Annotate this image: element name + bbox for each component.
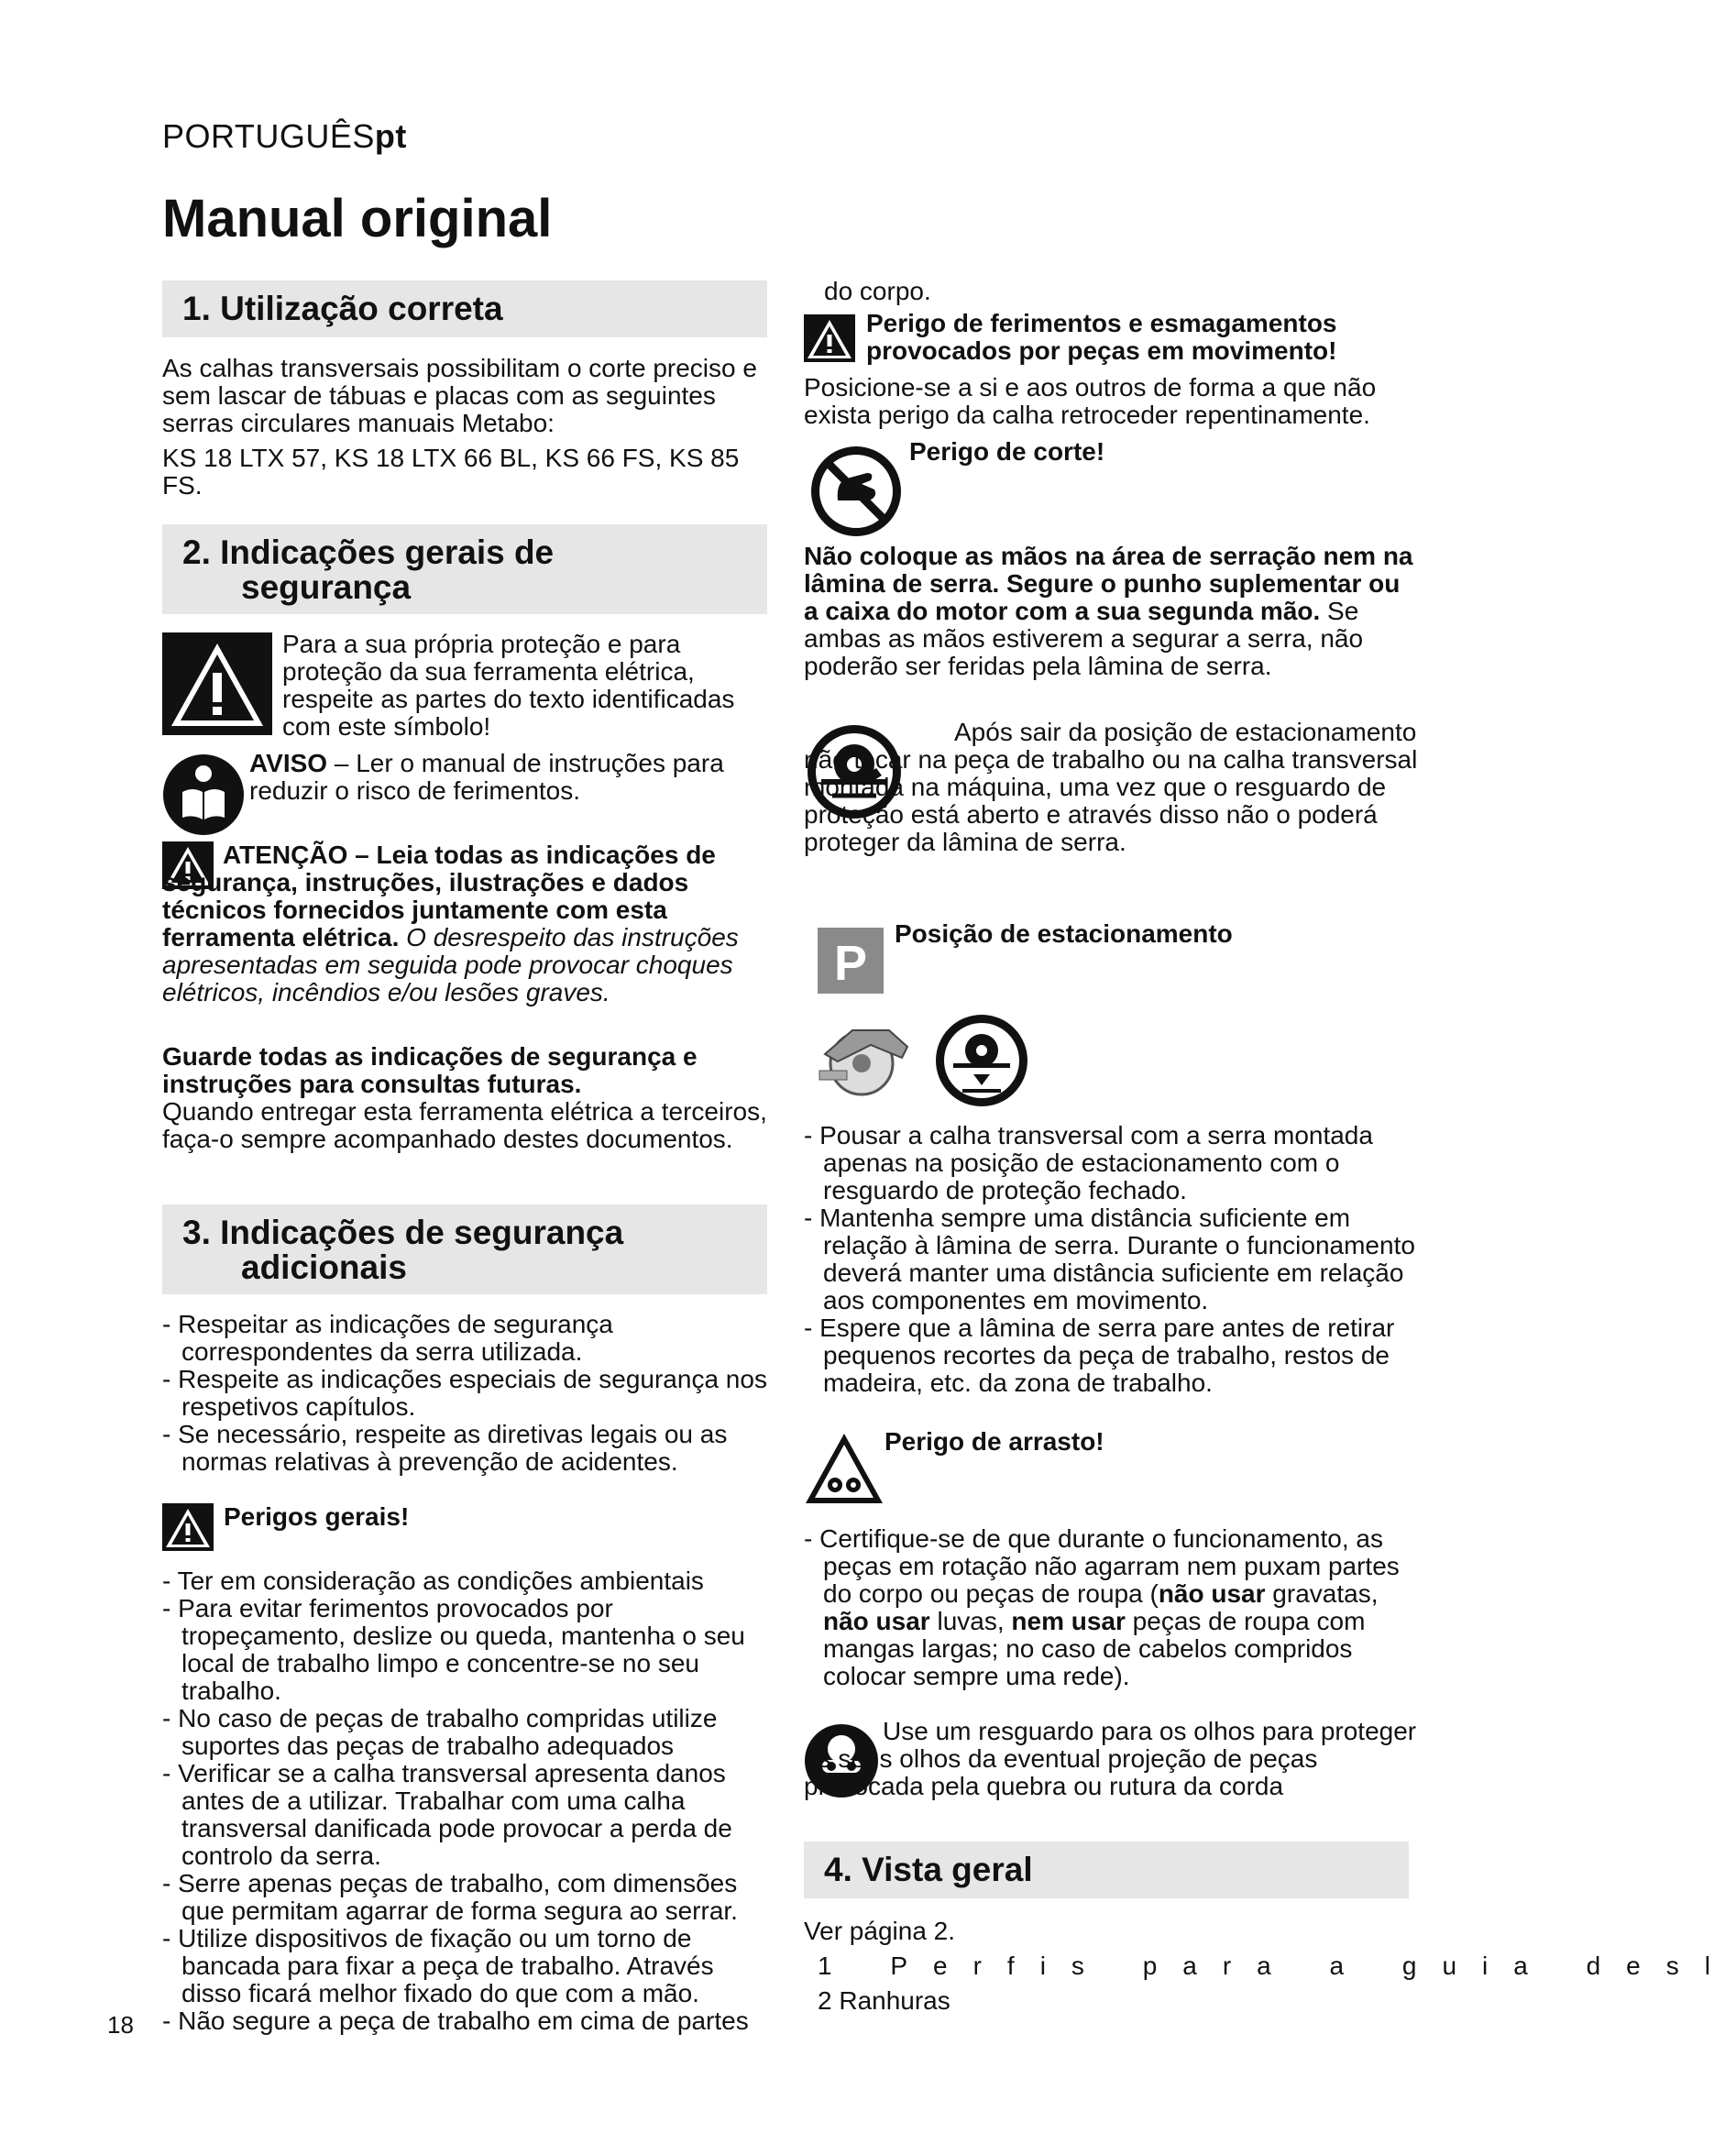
usage-paragraph: As calhas transversais possibilitam o corte preciso e sem lascar de tábuas e placas com as seguintes serras circulares manuais Metabo: bbox=[162, 354, 757, 437]
warning-triangle-icon bbox=[162, 632, 272, 735]
list-item: - Ter em consideração as condições ambientais bbox=[162, 1567, 775, 1595]
section-2-heading: 2. Indicações gerais de segurança bbox=[162, 524, 767, 614]
list-item: - Verificar se a calha transversal apresenta danos antes de a utilizar. Trabalhar com uma calha transversal danificada pode provocar a perda de controlo da serra. bbox=[162, 1760, 775, 1870]
warning-symbol-text: Para a sua própria proteção e para proteção da sua ferramenta elétrica, respeite as partes do texto identificadas com este símbolo! bbox=[282, 630, 735, 741]
list-item: - Certifique-se de que durante o funcionamento, as peças em rotação não agarram nem puxam partes do corpo ou peças de roupa (não usar gravatas, não usar luvas, nem usar peças de roupa com mangas largas; no caso de cabelos compridos colocar sempre uma rede). bbox=[804, 1525, 1420, 1690]
guarde-paragraph: Guarde todas as indicações de segurança e instruções para consultas futuras. Quando entregar esta ferramenta elétrica a terceiros, faça-o sempre acompanhado destes documentos. bbox=[162, 1042, 767, 1153]
language-label: PORTUGUÊSpt bbox=[162, 117, 407, 155]
general-dangers-list bbox=[162, 1567, 775, 2035]
list-item: - Não segure a peça de trabalho em cima de partes bbox=[162, 2007, 775, 2035]
section-3-heading: 3. Indicações de segurança adicionais bbox=[162, 1204, 767, 1294]
crushing-danger-text: Posicione-se a si e aos outros de forma a que não exista perigo da calha retroceder repentinamente. bbox=[804, 373, 1377, 429]
overview-item-1: 1 Perfis para a guia desl bbox=[818, 1952, 1736, 1980]
continued-text: do corpo. bbox=[824, 277, 931, 305]
see-page-text: Ver página 2. bbox=[804, 1917, 956, 1945]
parking-list bbox=[804, 1122, 1420, 1397]
entanglement-warning-icon bbox=[804, 1432, 884, 1505]
entanglement-list bbox=[804, 1525, 1420, 1690]
list-item: - Para evitar ferimentos provocados por tropeçamento, deslize ou queda, mantenha o seu local de trabalho limpo e concentre-se no seu trabalho. bbox=[162, 1595, 775, 1705]
section-1-heading: 1. Utilização correta bbox=[162, 280, 767, 337]
svg-text:P: P bbox=[833, 936, 868, 991]
list-item: - Mantenha sempre uma distância suficiente em relação à lâmina de serra. Durante o funcionamento deverá manter uma distância suficiente em relação aos componentes em movimento. bbox=[804, 1204, 1420, 1314]
list-item: - No caso de peças de trabalho compridas utilize suportes das peças de trabalho adequados bbox=[162, 1705, 775, 1760]
list-item: - Utilize dispositivos de fixação ou um torno de bancada para fixar a peça de trabalho. Através disso ficará melhor fixado do que com a mão. bbox=[162, 1925, 775, 2007]
section-1-body bbox=[162, 355, 772, 500]
entanglement-heading: Perigo de arrasto! bbox=[884, 1427, 1104, 1456]
list-item: - Pousar a calha transversal com a serra montada apenas na posição de estacionamento com o resguardo de proteção fechado. bbox=[804, 1122, 1420, 1204]
eye-protection-text: Use um resguardo para os olhos para proteger os seus olhos da eventual projeção de peças provocada pela quebra ou rutura da corda bbox=[804, 1717, 1417, 1800]
page-title: Manual original bbox=[162, 189, 553, 248]
section-4-heading: 4. Vista geral bbox=[804, 1842, 1409, 1898]
list-item: - Se necessário, respeite as diretivas legais ou as normas relativas à prevenção de acidentes. bbox=[162, 1421, 772, 1476]
parking-icon bbox=[818, 928, 884, 994]
crushing-danger-heading: Perigo de ferimentos e esmagamentos provocados por peças em movimento! bbox=[866, 309, 1337, 365]
aviso-text: AVISO – Ler o manual de instruções para reduzir o risco de ferimentos. bbox=[249, 749, 724, 805]
parking-position-heading: Posição de estacionamento bbox=[895, 919, 1233, 948]
overview-item-2: 2 Ranhuras bbox=[818, 1986, 950, 2015]
saw-illustration-icon bbox=[816, 1017, 913, 1100]
cutting-danger-heading: Perigo de corte! bbox=[909, 437, 1105, 466]
page-number: 18 bbox=[107, 2011, 134, 2039]
cutting-danger-text: Não coloque as mãos na área de serração nem na lâmina de serra. Segure o punho suplementar ou a caixa do motor com a sua segunda mão. Se ambas as mãos estiverem a segurar a serra, não poderão ser feridas pela lâmina de serra. bbox=[804, 542, 1413, 680]
warning-small-icon bbox=[804, 314, 855, 362]
list-item: - Serre apenas peças de trabalho, com dimensões que permitam agarrar de forma segura ao serrar. bbox=[162, 1870, 775, 1925]
additional-safety-list bbox=[162, 1311, 772, 1476]
list-item: - Respeite as indicações especiais de segurança nos respetivos capítulos. bbox=[162, 1366, 772, 1421]
read-manual-icon bbox=[162, 753, 245, 836]
list-item: - Respeitar as indicações de segurança correspondentes da serra utilizada. bbox=[162, 1311, 772, 1366]
parked-blade-icon bbox=[935, 1014, 1028, 1107]
perigos-gerais-heading: Perigos gerais! bbox=[224, 1502, 410, 1531]
warning-small-icon bbox=[162, 1503, 214, 1551]
models-paragraph: KS 18 LTX 57, KS 18 LTX 66 BL, KS 66 FS, KS 85 FS. bbox=[162, 444, 740, 500]
parking-warning-text: Após sair da posição de estacionamento não tocar na peça de trabalho ou na calha transversal montada na máquina, uma vez que o resguardo de proteção está aberto e através disso não o poderá proteger da lâmina de serra. bbox=[804, 718, 1418, 856]
list-item: - Espere que a lâmina de serra pare antes de retirar pequenos recortes da peça de trabalho, restos de madeira, etc. da zona de trabalho. bbox=[804, 1314, 1420, 1397]
no-hands-icon bbox=[810, 445, 902, 537]
atencao-paragraph: ATENÇÃO – Leia todas as indicações de segurança, instruções, ilustrações e dados técnicos fornecidos juntamente com esta ferramenta elétrica. O desrespeito das instruções apresentadas em seguida pode provocar choques elétricos, incêndios e/ou lesões graves. bbox=[162, 841, 739, 1006]
